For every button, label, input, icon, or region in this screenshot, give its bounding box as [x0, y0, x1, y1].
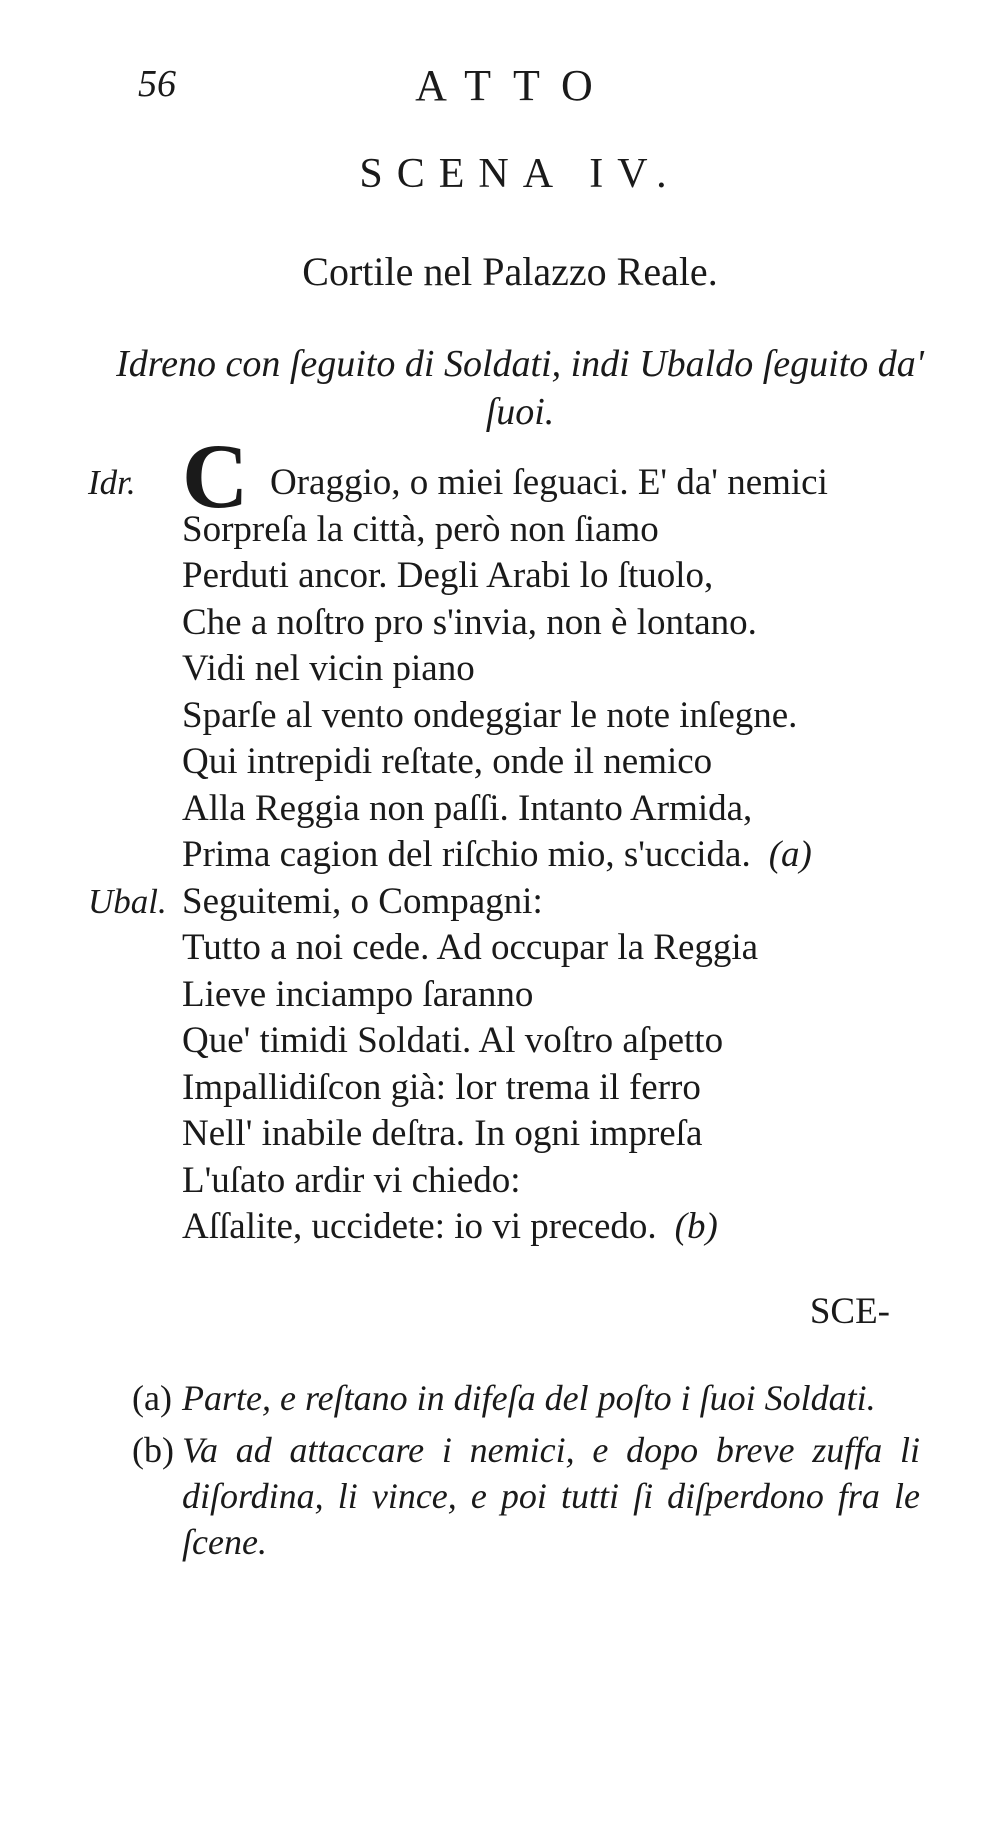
verse-line [0, 553, 1000, 600]
verse-line [0, 600, 1000, 647]
verse-text: Alla Reggia non paſſi. Intanto Armida, [182, 787, 753, 829]
speaker-label: Ubal. [88, 881, 167, 921]
footnote [0, 1427, 1000, 1565]
verse-text: Perduti ancor. Degli Arabi lo ſtuolo, [182, 555, 714, 596]
page-number: 56 [138, 63, 176, 105]
scene-title: SCENA IV. [359, 151, 681, 197]
verse-text: Che a noſtro pro s'invia, non è lontano. [182, 601, 757, 643]
verse-text: Prima cagion del riſchio mio, s'uccida. (a) [182, 834, 812, 875]
verse-line [0, 646, 1000, 693]
verse-line [0, 832, 1000, 879]
verse-line [0, 425, 1000, 527]
footnote-text: Va ad attaccare i nemici, e dopo breve zuffa li diſordina, li vince, e poi tutti ſi diſperdono fra le ſcene. [182, 1430, 920, 1562]
verse-line [0, 972, 1000, 1019]
verse-text: Impallidiſcon già: lor trema il ferro [182, 1066, 701, 1108]
footnote-marker: (a) [768, 834, 812, 875]
footnotes [0, 1375, 1000, 1571]
catchword: SCE- [809, 1291, 890, 1332]
scene-setting: Cortile nel Palazzo Reale. [302, 249, 718, 294]
verse-line [0, 739, 1000, 786]
verse-text: Lieve inciampo ſaranno [182, 973, 534, 1015]
verse-block [0, 425, 1000, 1251]
footnote [0, 1375, 1000, 1421]
verse-text: Sparſe al vento ondeggiar le note inſegne. [182, 694, 798, 736]
verse-line [0, 1204, 1000, 1251]
verse-text: Aſſalite, uccidete: io vi precedo. (b) [182, 1206, 718, 1247]
verse-text: Qui intrepidi reſtate, onde il nemico [182, 741, 713, 782]
verse-text: Nell' inabile deſtra. In ogni impreſa [182, 1113, 703, 1154]
speaker-label: Idr. [88, 463, 136, 502]
verse-line [0, 1158, 1000, 1205]
verse-text: Oraggio, o miei ſeguaci. E' da' nemici [270, 462, 828, 503]
verse-line [0, 1065, 1000, 1112]
stage-direction: Idreno con ſeguito di Soldati, indi Ubaldo ſeguito da' ſuoi. [116, 343, 924, 433]
footnote-text: Parte, e reſtano in difeſa del poſto i ſuoi Soldati. [182, 1378, 876, 1418]
footnote-marker: (b) [674, 1206, 718, 1247]
verse-line [0, 925, 1000, 972]
verse-text: Tutto a noi cede. Ad occupar la Reggia [182, 927, 759, 968]
verse-text: L'uſato ardir vi chiedo: [182, 1159, 521, 1201]
running-head: ATTO [415, 61, 615, 110]
verse-text: Que' timidi Soldati. Al voſtro aſpetto [182, 1020, 724, 1061]
verse-line [0, 507, 1000, 554]
verse-line [0, 693, 1000, 740]
verse-line [0, 1111, 1000, 1158]
verse-line [0, 786, 1000, 833]
verse-text: Sorpreſa la città, però non ſiamo [182, 508, 659, 550]
verse-text: Seguitemi, o Compagni: [182, 880, 543, 922]
verse-line [0, 1018, 1000, 1065]
footnote-label: (b) [132, 1430, 174, 1470]
verse-line [0, 879, 1000, 926]
footnote-label: (a) [132, 1378, 172, 1418]
verse-text: Vidi nel vicin piano [182, 648, 475, 689]
decorative-initial: C [182, 425, 249, 527]
